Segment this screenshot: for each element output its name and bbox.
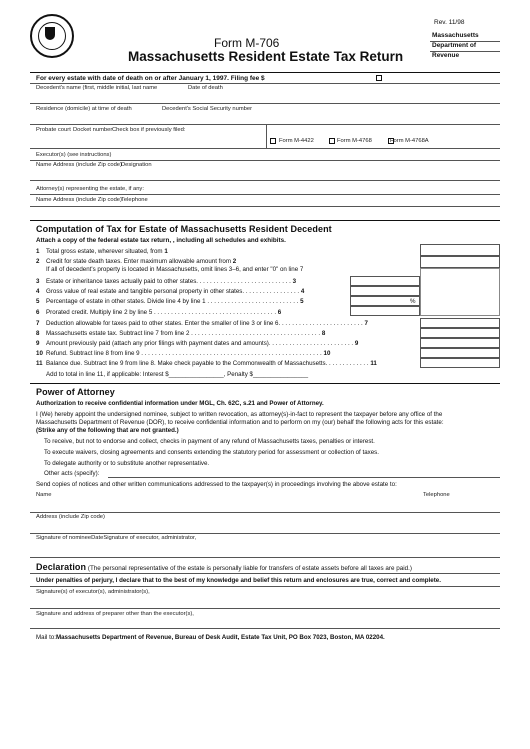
send-copies-line: Send copies of notices and other written communications addressed to the taxpayer(s) in proceedings involving the above estate to: [36,481,397,488]
line-3-amount[interactable] [350,276,420,286]
line-3: 3 Estate or inheritance taxes actually paid to other states. . . . . . . . . . . . . . . . . . . . . . . . . . . . 3 [36,278,297,285]
line-8: 8 Massachusetts estate tax. Subtract line 7 from line 2 . . . . . . . . . . . . . . . . . . . . . . . . . . . . . . . . . . . . . . 8 [36,330,326,337]
nominee-signature-label: Signature of nomineeDateSignature of executor, administrator, [36,535,197,541]
line-2-note: If all of decedent's property is located in Massachusetts, omit lines 3–6, and enter "0" on line 7 [46,266,304,273]
executor-address-label: Address (include Zip code) [53,162,122,168]
line-9: 9 Amount previously paid (attach any prior filings with payment dates and amounts). . . . . . . . . . . . . . . . . . . . . . . . . 9 [36,340,359,347]
line-4: 4 Gross value of real estate and tangible personal property in other states. . . . . . . . . . . . . . . . . 4 [36,288,305,295]
declaration-heading-row: Declaration (The personal representative of the estate is personally liable for transfers of estate assets before all taxes are paid.) [36,562,412,572]
line-10-amount[interactable] [420,348,500,358]
executors-label: Executor(s) (see instructions) [36,152,112,158]
poa-act-1: To receive, but not to endorse and collect, checks in payment of any refund of Massachusetts taxes, penalties or interest. [44,438,375,445]
previously-filed-label: Check box if previously filed: [112,127,186,133]
nominee-telephone-label: Telephone [423,492,450,498]
authorization-line: Authorization to receive confidential information under MGL, Ch. 62C, s.21 and Power of Attorney. [36,400,324,407]
nominee-address-label: Address (include Zip code) [36,514,105,520]
attorney-telephone-label: Telephone [121,197,148,203]
executor-signature-label: Signature(s) of executor(s), administrator(s), [36,589,150,595]
interest-penalty-line: Add to total in line 11, if applicable: Interest $________________, Penalty $________________ [46,371,309,378]
line-11-amount[interactable] [420,358,500,368]
poa-act-3: To delegate authority or to substitute another representative. [44,460,210,467]
poa-paragraph-1: I (We) hereby appoint the undersigned nominee, subject to written revocation, as attorney(s)-in-fact to represent the taxpayer before any office of the [36,411,443,418]
attorneys-label: Attorney(s) representing the estate, if any: [36,186,144,192]
poa-paragraph-3: (Strike any of the following that are not granted.) [36,427,179,434]
poa-paragraph-2: Massachusetts Department of Revenue (DOR), to receive confidential information and to perform on my (our) behalf the following acts for this estate: [36,419,444,426]
line-2-amount[interactable] [420,256,500,268]
probate-court-label: Probate court [36,127,71,133]
designation-label: Designation [121,162,152,168]
line-8-amount[interactable] [420,328,500,338]
line-6: 6 Prorated credit. Multiply line 2 by line 5 . . . . . . . . . . . . . . . . . . . . . . . . . . . . . . . . . . . . 6 [36,309,282,316]
form-m4768-checkbox[interactable] [329,138,335,144]
residence-label: Residence (domicile) at time of death [36,106,132,112]
computation-heading: Computation of Tax for Estate of Massachusetts Resident Decedent [36,224,332,234]
line-7-amount[interactable] [420,318,500,328]
line-2: 2 Credit for state death taxes. Enter maximum allowable amount from 2 [36,258,237,265]
nominee-name-label: Name [36,492,52,498]
line-4-amount[interactable] [350,286,420,296]
power-of-attorney-heading: Power of Attorney [36,387,115,397]
line-1-amount[interactable] [420,244,500,256]
form-m4422-label: Form M-4422 [279,138,314,144]
form-m4768a-label: Form M-4768A [390,138,429,144]
filing-fee-line: For every estate with date of death on or after January 1, 1997. Filing fee $ [36,75,265,82]
line-7: 7 Deduction allowable for taxes paid to other states. Enter the smaller of line 3 or line 6. . . . . . . . . . . . . . . . . . . . . . . . . 7 [36,320,368,327]
attorney-name-label: Name [36,197,52,203]
form-m4422-checkbox[interactable] [270,138,276,144]
form-m4768-label: Form M-4768 [337,138,372,144]
ssn-label: Decedent's Social Security number [162,106,253,112]
line-5: 5 Percentage of estate in other states. Divide line 4 by line 1 . . . . . . . . . . . . . . . . . . . . . . . . . . . 5 [36,298,304,305]
line-11: 11 Balance due. Subtract line 9 from line 8. Make check payable to the Commonwealth of Massachusetts. . . . . . . . . . . . . 11 [36,360,377,367]
line-1: 1 Total gross estate, wherever situated, from 1 [36,248,168,255]
poa-act-other: Other acts (specify): [44,470,100,477]
percent-sign: % [410,298,416,305]
agency-name: Massachusetts Department of Revenue [432,32,479,59]
massachusetts-seal-icon [30,14,74,58]
attorney-address-label: Address (include Zip code) [53,197,122,203]
perjury-statement: Under penalties of perjury, I declare that to the best of my knowledge and belief this return and enclosures are true, correct and complete. [36,577,441,584]
line-9-amount[interactable] [420,338,500,348]
attach-note: Attach a copy of the federal estate tax return, , including all schedules and exhibits. [36,237,286,244]
form-number: Form M-706 [214,36,280,50]
line-10: 10 Refund. Subtract line 8 from line 9 . . . . . . . . . . . . . . . . . . . . . . . . . . . . . . . . . . . . . . . . . . . . . . . . . . . . . 10 [36,350,331,357]
page-title: Massachusetts Resident Estate Tax Return [128,49,404,64]
mail-to-line: Mail to:Massachusetts Department of Revenue, Bureau of Desk Audit, Estate Tax Unit, PO Box 7023, Boston, MA 02204. [36,634,385,641]
poa-act-2: To execute waivers, closing agreements and consents extending the statutory period for assessment or collection of taxes. [44,449,379,456]
date-of-death-label: Date of death [188,85,223,91]
filing-fee-checkbox[interactable] [376,75,382,81]
line-6-amount[interactable] [350,306,420,316]
docket-number-label: Docket number [73,127,113,133]
decedent-name-label: Decedent's name (first, middle initial, last name [36,85,158,91]
executor-name-label: Name [36,162,52,168]
credit-column [420,268,500,316]
revision-date: Rev. 11/98 [434,19,465,26]
preparer-signature-label: Signature and address of preparer other than the executor(s), [36,611,194,617]
